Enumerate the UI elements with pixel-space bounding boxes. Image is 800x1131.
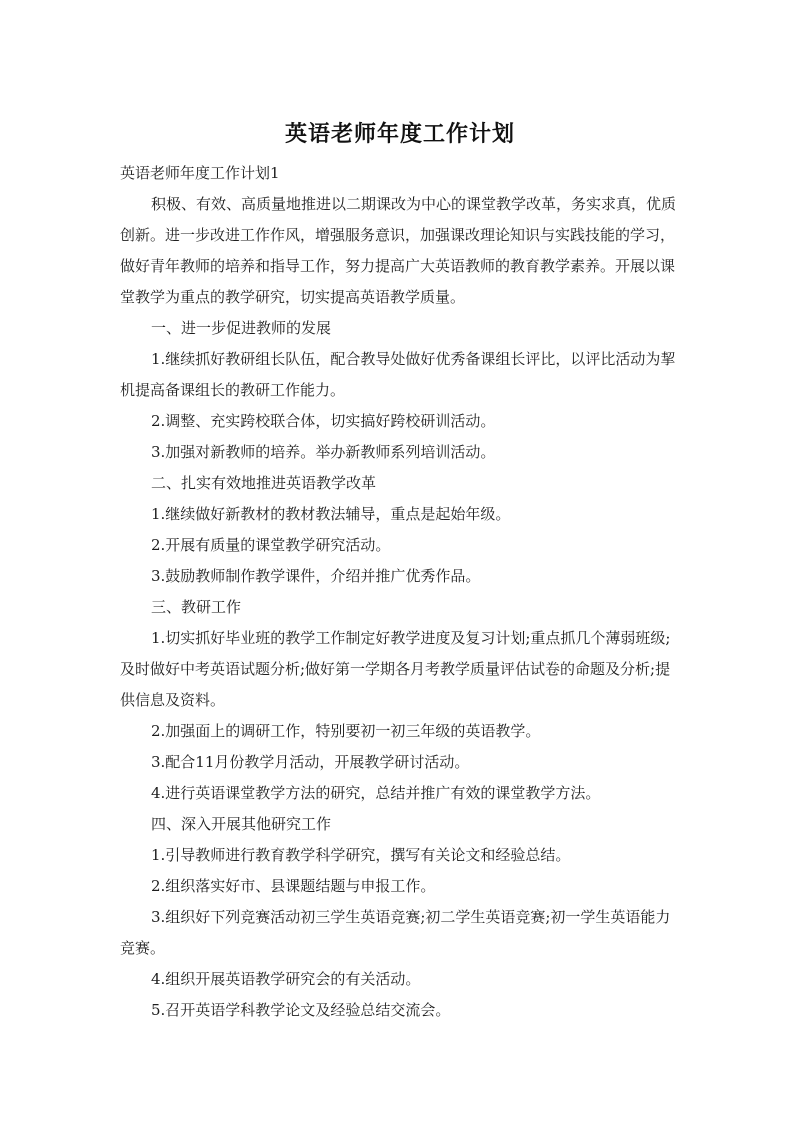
section-4-item-2: 2.组织落实好市、县课题结题与申报工作。: [151, 877, 436, 895]
intro-paragraph: 积极、有效、高质量地推进以二期课改为中心的课堂教学改革，务实求真，优质创新。进一步改进工作作风，增强服务意识，加强课改理论知识与实践技能的学习，做好青年教师的培养和指导工作，努力提高广大英语教师的教育教学素养。开展以课堂教学为重点的教学研究，切实提高英语教学质量。: [120, 195, 677, 306]
section-heading-1: 一、进一步促进教师的发展: [151, 319, 332, 337]
section-heading-4: 四、深入开展其他研究工作: [151, 815, 332, 833]
section-1-item-2: 2.调整、充实跨校联合体，切实搞好跨校研训活动。: [151, 412, 496, 430]
section-4-item-3: 3.组织好下列竞赛活动初三学生英语竞赛;初二学生英语竞赛;初一学生英语能力竞赛。: [120, 908, 671, 957]
section-1-item-3: 3.加强对新教师的培养。举办新教师系列培训活动。: [151, 443, 496, 461]
section-3-item-4: 4.进行英语课堂教学方法的研究，总结并推广有效的课堂教学方法。: [151, 784, 601, 802]
section-1-item-1: 1.继续抓好教研组长队伍，配合教导处做好优秀备课组长评比，以评比活动为挈机提高备课组长的教研工作能力。: [120, 350, 676, 399]
document-title: 英语老师年度工作计划: [284, 122, 515, 147]
section-heading-3: 三、教研工作: [151, 598, 242, 616]
section-2-item-1: 1.继续做好新教材的教材教法辅导，重点是起始年级。: [151, 505, 511, 523]
section-4-item-5: 5.召开英语学科教学论文及经验总结交流会。: [151, 1001, 451, 1019]
document-subtitle: 英语老师年度工作计划1: [120, 164, 280, 182]
section-4-item-4: 4.组织开展英语教学研究会的有关活动。: [151, 970, 421, 988]
section-2-item-3: 3.鼓励教师制作教学课件，介绍并推广优秀作品。: [151, 567, 481, 585]
section-4-item-1: 1.引导教师进行教育教学科学研究，撰写有关论文和经验总结。: [151, 846, 571, 864]
section-3-item-3: 3.配合11月份教学月活动，开展教学研讨活动。: [151, 753, 470, 771]
section-2-item-2: 2.开展有质量的课堂教学研究活动。: [151, 536, 391, 554]
section-3-item-1: 1.切实抓好毕业班的教学工作制定好教学进度及复习计划;重点抓几个薄弱班级;及时做好中考英语试题分析;做好第一学期各月考教学质量评估试卷的命题及分析;提供信息及资料。: [120, 629, 671, 709]
section-heading-2: 二、扎实有效地推进英语教学改革: [151, 474, 377, 492]
section-3-item-2: 2.加强面上的调研工作，特别要初一初三年级的英语教学。: [151, 722, 541, 740]
document-body: [120, 158, 680, 1026]
